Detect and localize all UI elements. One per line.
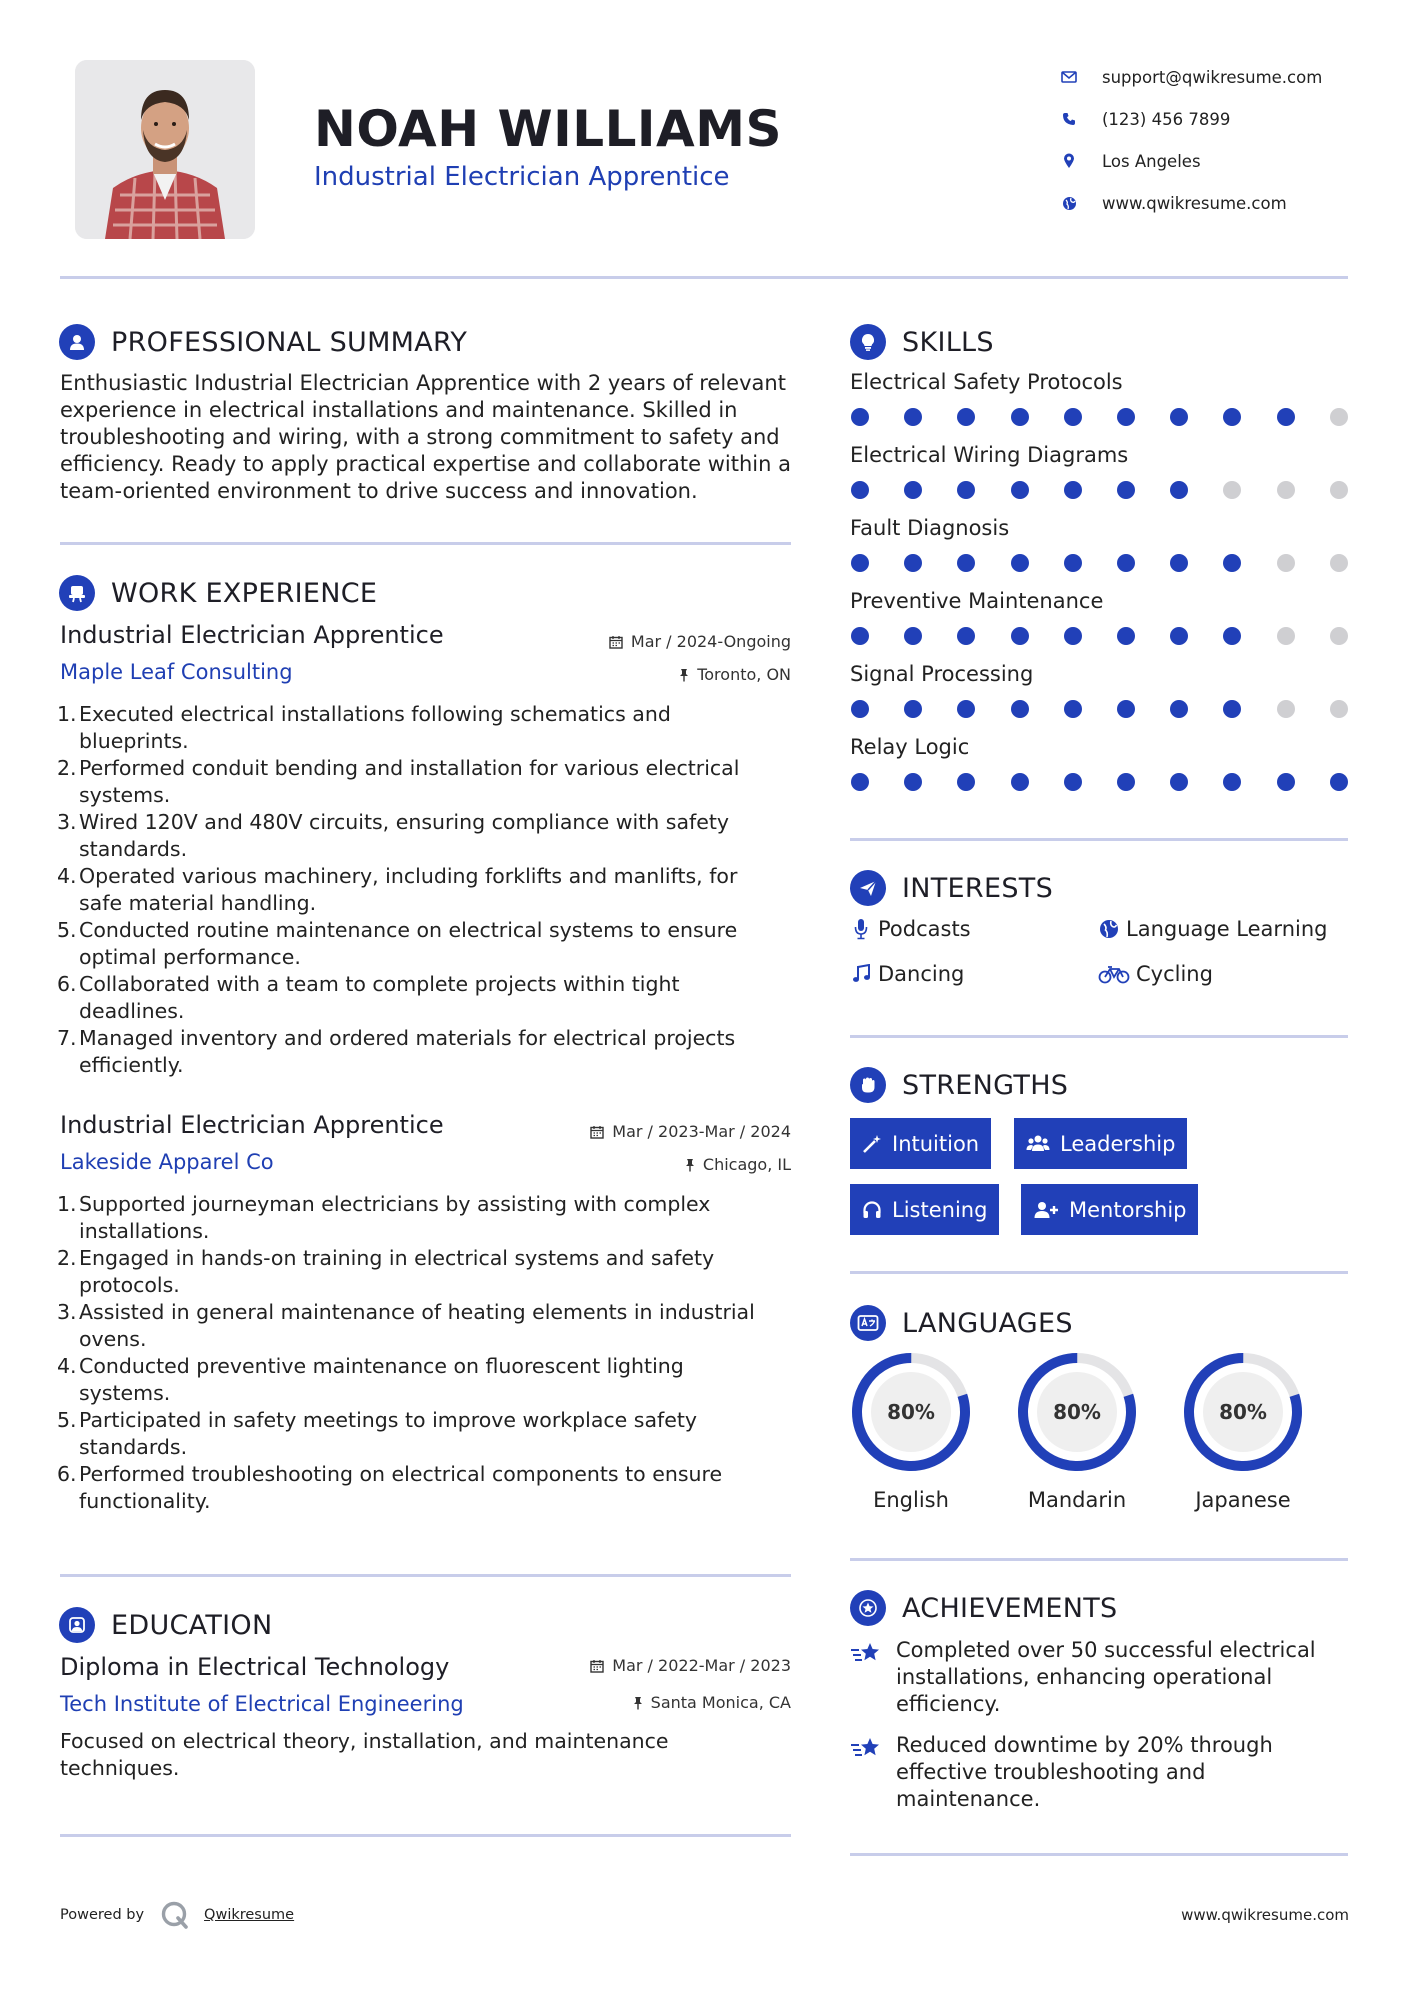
skill-rating — [851, 773, 1351, 793]
job-1-dates — [609, 632, 791, 651]
calendar-icon — [609, 635, 623, 649]
experience-divider — [60, 1574, 791, 1577]
list-item: 5. Conducted routine maintenance on electrical systems to ensure optimal performance. — [57, 918, 738, 969]
list-item: 6. Performed troubleshooting on electrical components to ensure functionality. — [57, 1462, 723, 1513]
languages-heading — [850, 1305, 1073, 1341]
contact-phone[interactable] — [1050, 98, 1370, 140]
interests-heading — [850, 870, 1053, 906]
skill-dot-filled — [1011, 481, 1029, 499]
language-name: English — [873, 1488, 949, 1512]
job-2-company: Lakeside Apparel Co — [60, 1150, 274, 1174]
skill-dot-filled — [904, 700, 922, 718]
skill-dot-filled — [1277, 408, 1295, 426]
language-name: Japanese — [1195, 1488, 1291, 1512]
job-2-location — [685, 1155, 791, 1174]
skill-rating — [851, 627, 1351, 647]
shooting-star-icon — [850, 1732, 884, 1813]
interest-label: Cycling — [1136, 962, 1213, 986]
skill-dot-filled — [957, 481, 975, 499]
job-2-dates-text: Mar / 2023-Mar / 2024 — [612, 1122, 791, 1141]
skill-dot-filled — [851, 700, 869, 718]
list-item: 4. Conducted preventive maintenance on fluorescent lighting systems. — [57, 1354, 684, 1405]
job-2-dates — [590, 1122, 791, 1141]
skill-dot-filled — [1064, 700, 1082, 718]
list-item: 1. Supported journeyman electricians by assisting with complex installations. — [57, 1192, 711, 1243]
qwikresume-logo-icon — [160, 1900, 190, 1930]
list-item: 3. Assisted in general maintenance of heating elements in industrial ovens. — [57, 1300, 755, 1351]
education-location-text: Santa Monica, CA — [650, 1693, 791, 1712]
skill-dot-filled — [1064, 554, 1082, 572]
contact-email[interactable] — [1050, 56, 1370, 98]
skill-dot-empty — [1277, 481, 1295, 499]
skill-dot-filled — [1011, 627, 1029, 645]
skill-dot-filled — [957, 773, 975, 791]
language-item — [849, 1350, 973, 1512]
contact-location-text: Los Angeles — [1102, 151, 1201, 171]
calendar-icon — [590, 1659, 604, 1673]
job-2-bullets — [57, 1191, 780, 1515]
contact-email-text: support@qwikresume.com — [1102, 67, 1323, 87]
skill-dot-filled — [1117, 481, 1135, 499]
skill-dot-empty — [1277, 627, 1295, 645]
skill-rating — [851, 554, 1351, 574]
skill-rating — [851, 481, 1351, 501]
skill-dot-filled — [1011, 554, 1029, 572]
skill-dot-empty — [1223, 481, 1241, 499]
achievement-text: Completed over 50 successful electrical installations, enhancing operational efficiency. — [896, 1638, 1316, 1716]
skill-rating — [851, 700, 1351, 720]
contact-location — [1050, 140, 1370, 182]
skill-name: Electrical Wiring Diagrams — [850, 443, 1129, 467]
interest-label: Language Learning — [1126, 917, 1328, 941]
skill-name: Signal Processing — [850, 662, 1034, 686]
candidate-name: NOAH WILLIAMS — [314, 100, 782, 158]
education-heading-text: EDUCATION — [111, 1609, 273, 1641]
education-divider — [60, 1834, 791, 1837]
pushpin-icon — [685, 1158, 695, 1172]
list-item: 3. Wired 120V and 480V circuits, ensuring compliance with safety standards. — [57, 810, 730, 861]
list-item: 2. Engaged in hands-on training in electrical systems and safety protocols. — [57, 1246, 715, 1297]
skill-name: Relay Logic — [850, 735, 970, 759]
globe-icon — [1098, 919, 1120, 939]
location-pin-icon — [1050, 153, 1088, 169]
education-heading — [59, 1607, 272, 1643]
group-icon — [1026, 1134, 1050, 1154]
summary-heading-text: PROFESSIONAL SUMMARY — [111, 326, 468, 358]
skill-name: Fault Diagnosis — [850, 516, 1010, 540]
briefcase-icon — [59, 575, 95, 611]
skill-dot-empty — [1330, 481, 1348, 499]
lightbulb-icon — [850, 324, 886, 360]
strengths-heading — [850, 1067, 1068, 1103]
achievement-text: Reduced downtime by 20% through effective troubleshooting and maintenance. — [896, 1733, 1273, 1811]
skill-dot-filled — [1223, 773, 1241, 791]
job-1-location-text: Toronto, ON — [697, 665, 791, 684]
strength-listening — [850, 1184, 999, 1235]
pushpin-icon — [679, 668, 689, 682]
user-plus-icon — [1033, 1200, 1059, 1220]
magic-wand-icon — [862, 1134, 882, 1154]
job-1-title: Industrial Electrician Apprentice — [60, 621, 444, 649]
phone-icon — [1050, 112, 1088, 126]
skill-dot-filled — [1117, 773, 1135, 791]
skill-dot-filled — [1117, 700, 1135, 718]
skill-dot-filled — [1011, 700, 1029, 718]
list-item: 6. Collaborated with a team to complete projects within tight deadlines. — [57, 972, 680, 1023]
skill-dot-filled — [1170, 408, 1188, 426]
skill-dot-filled — [904, 408, 922, 426]
language-name: Mandarin — [1027, 1488, 1127, 1512]
skills-divider — [850, 838, 1348, 841]
skill-dot-filled — [1277, 773, 1295, 791]
contact-website[interactable] — [1050, 182, 1370, 224]
skill-dot-filled — [1330, 773, 1348, 791]
interest-label: Dancing — [878, 962, 965, 986]
education-dates — [590, 1656, 791, 1675]
job-1-location — [679, 665, 791, 684]
strength-label: Mentorship — [1069, 1197, 1187, 1222]
education-location — [633, 1693, 791, 1712]
powered-by — [60, 1900, 294, 1930]
star-badge-icon — [850, 1590, 886, 1626]
skill-dot-filled — [1170, 700, 1188, 718]
skill-dot-filled — [957, 554, 975, 572]
skill-dot-filled — [1170, 773, 1188, 791]
strength-label: Leadership — [1060, 1131, 1176, 1156]
interests-heading-text: INTERESTS — [902, 872, 1054, 904]
strength-intuition — [850, 1118, 991, 1169]
footer-website[interactable]: www.qwikresume.com — [1181, 1906, 1349, 1924]
strengths-divider — [850, 1271, 1348, 1274]
language-item — [1015, 1350, 1139, 1512]
envelope-icon — [1050, 71, 1088, 83]
skill-dot-filled — [904, 554, 922, 572]
skills-heading — [850, 324, 994, 360]
achievements-heading-text: ACHIEVEMENTS — [902, 1592, 1118, 1624]
achievement-item — [850, 1637, 1330, 1718]
education-dates-text: Mar / 2022-Mar / 2023 — [612, 1656, 791, 1675]
language-card-icon — [850, 1305, 886, 1341]
skill-dot-filled — [1011, 408, 1029, 426]
experience-heading-text: WORK EXPERIENCE — [111, 577, 378, 609]
skill-name: Preventive Maintenance — [850, 589, 1104, 613]
skills-heading-text: SKILLS — [902, 326, 994, 358]
list-item: 2. Performed conduit bending and installation for various electrical systems. — [57, 756, 740, 807]
language-percent: 80% — [1053, 1400, 1101, 1424]
summary-text: Enthusiastic Industrial Electrician Apprentice with 2 years of relevant experience in electrical installations and maintenance. Skilled in troubleshooting and wiring, with a strong commitment to safety and efficiency. Ready to apply practical expertise and collaborate within a team-oriented environment to drive success and innovation. — [60, 371, 791, 503]
skill-dot-filled — [1064, 773, 1082, 791]
interest-dancing — [850, 962, 964, 986]
summary-divider — [60, 542, 791, 545]
achievements-divider — [850, 1853, 1348, 1856]
skill-dot-filled — [851, 773, 869, 791]
skill-dot-filled — [1170, 554, 1188, 572]
interest-podcasts — [850, 917, 971, 941]
job-2-location-text: Chicago, IL — [702, 1155, 791, 1174]
skill-dot-empty — [1277, 700, 1295, 718]
skill-dot-filled — [957, 700, 975, 718]
skill-dot-empty — [1330, 408, 1348, 426]
skill-dot-filled — [851, 408, 869, 426]
candidate-title: Industrial Electrician Apprentice — [314, 162, 730, 192]
interest-cycling — [1098, 962, 1213, 986]
interests-divider — [850, 1035, 1348, 1038]
languages-heading-text: LANGUAGES — [902, 1307, 1073, 1339]
job-1-company: Maple Leaf Consulting — [60, 660, 293, 684]
education-school: Tech Institute of Electrical Engineering — [60, 1692, 464, 1716]
strength-label: Intuition — [892, 1131, 980, 1156]
skill-dot-filled — [957, 408, 975, 426]
skill-dot-filled — [1223, 408, 1241, 426]
headphones-icon — [862, 1200, 882, 1220]
skill-dot-empty — [1330, 554, 1348, 572]
skill-dot-filled — [1117, 627, 1135, 645]
list-item: 4. Operated various machinery, including forklifts and manlifts, for safe material handling. — [57, 864, 738, 915]
calendar-icon — [590, 1125, 604, 1139]
list-item: 5. Participated in safety meetings to improve workplace safety standards. — [57, 1408, 698, 1459]
header-divider — [60, 276, 1348, 279]
strength-label: Listening — [892, 1197, 988, 1222]
skill-dot-filled — [851, 554, 869, 572]
skill-dot-empty — [1330, 627, 1348, 645]
skill-dot-filled — [957, 627, 975, 645]
interest-language-learning — [1098, 917, 1327, 941]
skill-dot-filled — [1117, 408, 1135, 426]
powered-by-label: Powered by — [60, 1907, 145, 1923]
skill-dot-filled — [1011, 773, 1029, 791]
experience-heading — [59, 575, 377, 611]
skill-rating — [851, 408, 1351, 428]
languages-divider — [850, 1558, 1348, 1561]
fist-icon — [850, 1067, 886, 1103]
contact-phone-text: (123) 456 7899 — [1102, 109, 1231, 129]
graduate-icon — [59, 1607, 95, 1643]
interest-label: Podcasts — [878, 917, 971, 941]
job-2-title: Industrial Electrician Apprentice — [60, 1111, 444, 1139]
skill-dot-filled — [1223, 700, 1241, 718]
paper-plane-icon — [850, 870, 886, 906]
shooting-star-icon — [850, 1637, 884, 1718]
strengths-heading-text: STRENGTHS — [902, 1069, 1069, 1101]
summary-heading — [59, 324, 467, 360]
skill-dot-filled — [1117, 554, 1135, 572]
profile-photo — [75, 60, 255, 239]
skill-dot-filled — [1223, 554, 1241, 572]
education-description: Focused on electrical theory, installation, and maintenance techniques. — [60, 1729, 669, 1780]
list-item: 7. Managed inventory and ordered materials for electrical projects efficiently. — [57, 1026, 736, 1077]
skill-dot-filled — [1064, 481, 1082, 499]
skill-dot-filled — [904, 773, 922, 791]
language-percent: 80% — [887, 1400, 935, 1424]
achievements-heading — [850, 1590, 1118, 1626]
bicycle-icon — [1098, 964, 1130, 984]
job-1-bullets — [57, 701, 780, 1079]
skill-dot-empty — [1277, 554, 1295, 572]
language-percent: 80% — [1219, 1400, 1267, 1424]
user-icon — [59, 324, 95, 360]
skill-name: Electrical Safety Protocols — [850, 370, 1123, 394]
achievement-item — [850, 1732, 1330, 1813]
job-1-dates-text: Mar / 2024-Ongoing — [630, 632, 791, 651]
strength-leadership — [1014, 1118, 1187, 1169]
skill-dot-filled — [851, 627, 869, 645]
skill-dot-filled — [1064, 627, 1082, 645]
skill-dot-filled — [904, 627, 922, 645]
language-item — [1181, 1350, 1305, 1512]
strength-mentorship — [1021, 1184, 1198, 1235]
qwikresume-link[interactable]: Qwikresume — [204, 1907, 295, 1923]
music-note-icon — [850, 964, 872, 984]
contact-website-text: www.qwikresume.com — [1102, 193, 1287, 213]
skill-dot-empty — [1330, 700, 1348, 718]
globe-icon — [1050, 196, 1088, 211]
skill-dot-filled — [1064, 408, 1082, 426]
skill-dot-filled — [851, 481, 869, 499]
contact-list — [1050, 56, 1370, 224]
skill-dot-filled — [904, 481, 922, 499]
list-item: 1. Executed electrical installations following schematics and blueprints. — [57, 702, 671, 753]
microphone-icon — [850, 918, 872, 940]
education-degree: Diploma in Electrical Technology — [60, 1653, 450, 1681]
pushpin-icon — [633, 1696, 643, 1710]
skill-dot-filled — [1170, 481, 1188, 499]
skill-dot-filled — [1170, 627, 1188, 645]
skill-dot-filled — [1223, 627, 1241, 645]
